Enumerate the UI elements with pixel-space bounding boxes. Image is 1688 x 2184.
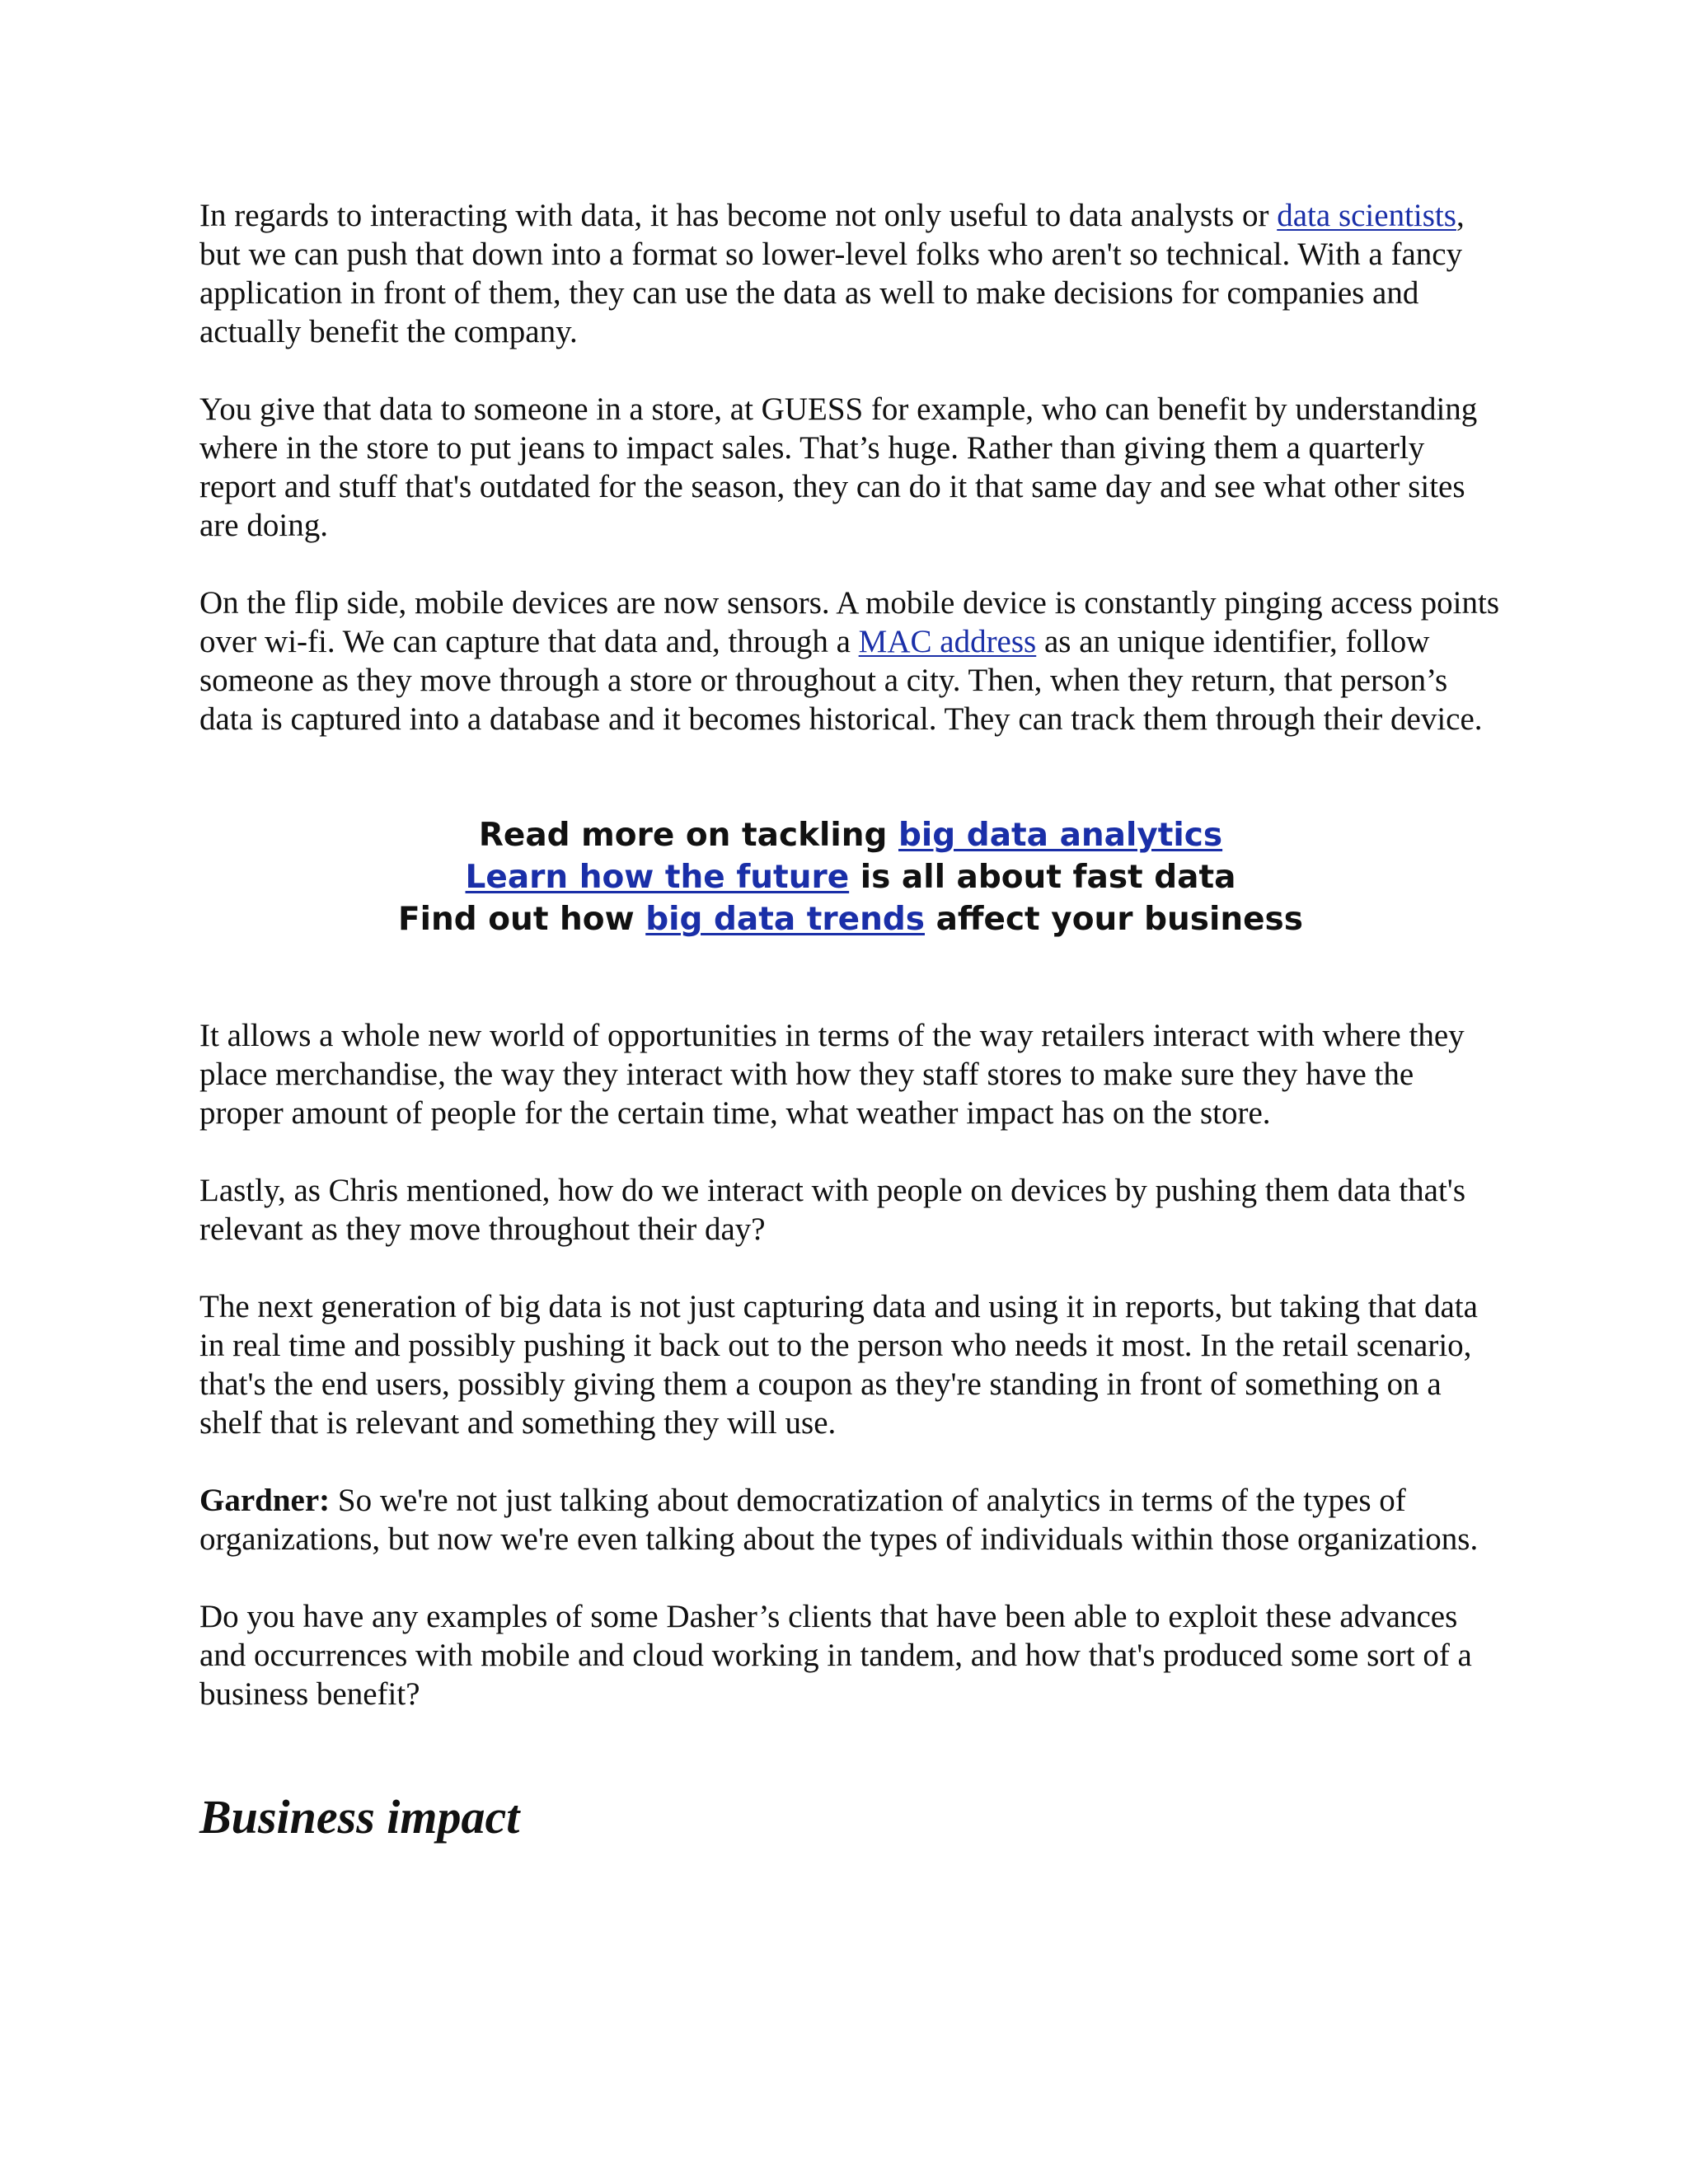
- paragraph-3-text-after: as an unique identifier, follow someone as they move through a store or throughout a city. Then, when they return, that person’s data is captured into a database and it becomes historical. They can track them through their device.: [199, 624, 1483, 737]
- related-links-block: [199, 814, 1502, 940]
- paragraph-6: The next generation of big data is not just capturing data and using it in reports, but taking that data in real time and possibly pushing it back out to the person who needs it most. In the retail scenario, that's the end users, possibly giving them a coupon as they're standing in front of something on a shelf that is relevant and something they will use.: [199, 1289, 1478, 1441]
- paragraph-8: Do you have any examples of some Dasher’s clients that have been able to exploit these advances and occurrences with mobile and cloud working in tandem, and how that's produced some sort of a business benefit?: [199, 1599, 1472, 1712]
- related-row-2-text: is all about fast data: [849, 859, 1236, 896]
- paragraph-3-text-before: On the flip side, mobile devices are now sensors. A mobile device is constantly pinging access points over wi-fi. We can capture that data and, through a: [199, 585, 1500, 659]
- paragraph-5: Lastly, as Chris mentioned, how do we interact with people on devices by pushing them data that's relevant as they move throughout their day?: [199, 1173, 1466, 1247]
- related-row-1-text: Read more on tackling: [478, 817, 899, 854]
- related-link-row-3: [199, 898, 1502, 940]
- related-row-3-text-after: affect your business: [925, 901, 1303, 938]
- paragraph-2: You give that data to someone in a store, at GUESS for example, who can benefit by understanding where in the store to put jeans to impact sales. That’s huge. Rather than giving them a quarterly report and stuff that's outdated for the season, they can do it that same day and see what other sites are doing.: [199, 391, 1478, 543]
- paragraph-1-text-after: , but we can push that down into a format so lower-level folks who aren't so technical. With a fancy application in front of them, they can use the data as well to make decisions for companies and actually benefit the company.: [199, 198, 1465, 349]
- related-link-row-2: [199, 856, 1502, 898]
- paragraph-4: It allows a whole new world of opportunities in terms of the way retailers interact with where they place merchandise, the way they interact with how they staff stores to make sure they have the proper amount of people for the certain time, what weather impact has on the store.: [199, 1018, 1465, 1131]
- big-data-analytics-link[interactable]: big data analytics: [898, 817, 1223, 854]
- big-data-trends-link[interactable]: big data trends: [645, 901, 925, 938]
- related-link-row-1: [199, 814, 1502, 856]
- paragraph-7: [199, 1481, 1502, 1558]
- paragraph-7-text: So we're not just talking about democratization of analytics in terms of the types of organizations, but now we're even talking about the types of individuals within those organizations.: [199, 1483, 1479, 1557]
- paragraph-3: [199, 583, 1502, 738]
- article-body-top: [199, 196, 1502, 777]
- section-heading: Business impact: [199, 1790, 520, 1844]
- speaker-name: Gardner:: [199, 1483, 331, 1518]
- related-row-3-text: Find out how: [398, 901, 646, 938]
- data-scientists-link[interactable]: data scientists: [1277, 198, 1456, 233]
- article-body-bottom: [199, 1016, 1502, 1752]
- paragraph-1-text-before: In regards to interacting with data, it has become not only useful to data analysts or: [199, 198, 1278, 233]
- learn-future-link[interactable]: Learn how the future: [465, 859, 850, 896]
- mac-address-link[interactable]: MAC address: [858, 624, 1037, 659]
- paragraph-1: [199, 196, 1502, 351]
